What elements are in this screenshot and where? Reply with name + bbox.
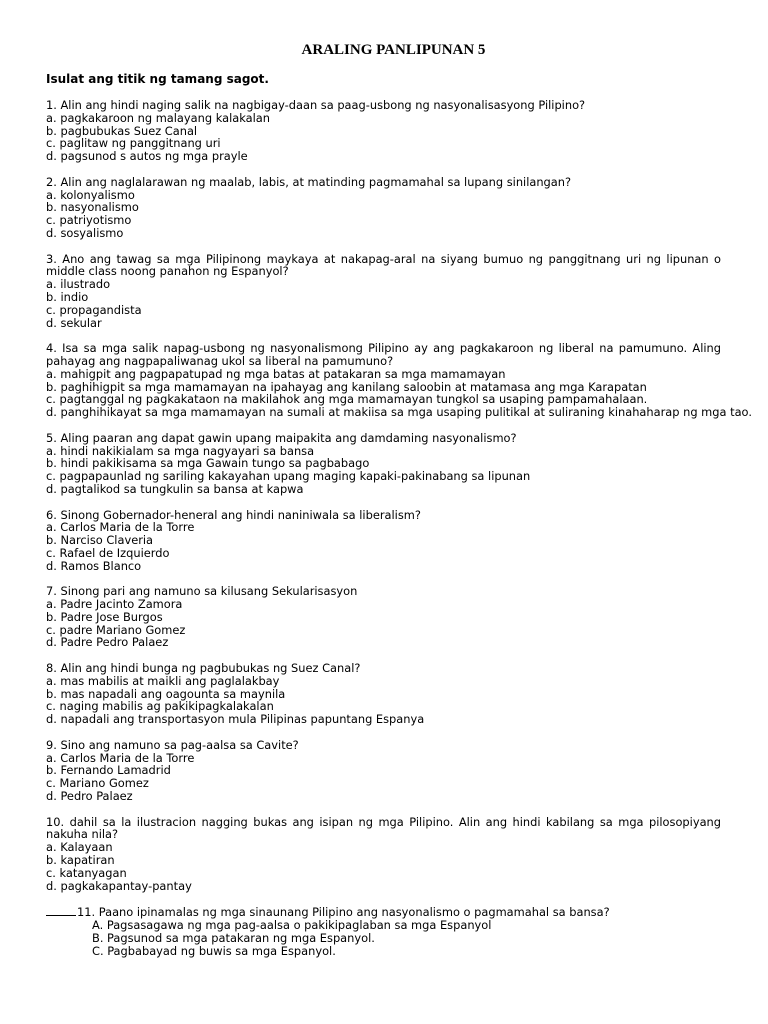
question-item	[46, 176, 721, 240]
choice: c. padre Mariano Gomez	[46, 622, 186, 637]
choice: C. Pagbabayad ng buwis sa mga Espanyol.	[92, 943, 336, 958]
question-item	[46, 99, 721, 163]
choice: B. Pagsunod sa mga patakaran ng mga Espanyol.	[92, 930, 375, 945]
question-text: 10. dahil sa la ilustracion nagging bukas ang isipan ng mga Pilipino. Alin ang hindi kabilang sa mga pilosopiyang nakuha nila?	[46, 814, 721, 842]
answer-blank[interactable]	[46, 905, 76, 916]
question-item	[46, 662, 721, 726]
choice: d. pagtalikod sa tungkulin sa bansa at kapwa	[46, 481, 304, 496]
choice: c. naging mabilis ag pakikipagkalakalan	[46, 699, 274, 714]
choice: b. nasyonalismo	[46, 200, 139, 215]
question-item-11	[46, 905, 721, 957]
choice: d. sosyalismo	[46, 225, 124, 240]
question-item	[46, 585, 721, 649]
question-list	[46, 98, 752, 893]
choice-list	[46, 521, 721, 572]
choice-list	[46, 366, 752, 420]
choice: a. kolonyalismo	[46, 187, 135, 202]
choice: a. Carlos Maria de la Torre	[46, 750, 195, 765]
choice: a. ilustrado	[46, 277, 111, 292]
choice: b. kapatiran	[46, 853, 115, 868]
choice: d. Padre Pedro Palaez	[46, 635, 169, 650]
choice: b. Padre Jose Burgos	[46, 609, 163, 624]
choice-list	[46, 752, 721, 803]
choice: a. pagkakaroon ng malayang kalakalan	[46, 110, 270, 125]
choice: d. pagkakapantay-pantay	[46, 878, 192, 893]
choice: c. Rafael de Izquierdo	[46, 545, 170, 560]
choice: c. propagandista	[46, 302, 142, 317]
choice: c. Mariano Gomez	[46, 776, 149, 791]
choice: c. pagtanggal ng pagkakataon na makilahok ang mga mamamayan tungkol sa usaping pampamahalaan.	[46, 392, 648, 407]
choice-list	[46, 445, 721, 496]
choice-list	[46, 675, 721, 726]
question-text: 3. Ano ang tawag sa mga Pilipinong maykaya at nakapag-aral na siyang bumuo ng panggitnang uri ng lipunan o middle class noong panahon ng Espanyol?	[46, 251, 721, 279]
choice-list	[46, 841, 721, 892]
choice: c. patriyotismo	[46, 213, 132, 228]
choice-list	[46, 598, 721, 649]
question-text: 1. Alin ang hindi naging salik na nagbigay-daan sa paag-usbong ng nasyonalisasyong Pilipino?	[46, 98, 586, 112]
choice-list	[46, 112, 721, 163]
question-text: 11. Paano ipinamalas ng mga sinaunang Pilipino ang nasyonalismo o pagmamahal sa bansa?	[46, 905, 721, 919]
choice: a. mas mabilis at maikli ang paglalakbay	[46, 673, 280, 688]
question-text: 9. Sino ang namuno sa pag-aalsa sa Cavite?	[46, 737, 299, 752]
choice: b. mas napadali ang oagounta sa maynila	[46, 686, 286, 701]
choice: b. Narciso Claveria	[46, 533, 154, 548]
question-text: 2. Alin ang naglalarawan ng maalab, labis, at matinding pagmamahal sa lupang sinilangan?	[46, 174, 572, 189]
choice: b. pagbubukas Suez Canal	[46, 123, 198, 138]
choice: d. Ramos Blanco	[46, 558, 142, 573]
question-item	[46, 341, 752, 420]
choice: b. Fernando Lamadrid	[46, 763, 171, 778]
choice: a. mahigpit ang pagpapatupad ng mga batas at patakaran sa mga mamamayan	[46, 366, 506, 381]
choice: A. Pagsasagawa ng mga pag-aalsa o pakikipaglaban sa mga Espanyol	[92, 918, 492, 932]
choice-list	[46, 278, 721, 329]
choice-list	[46, 189, 721, 240]
question-item	[46, 253, 721, 330]
question-item	[46, 739, 721, 803]
choice: a. Padre Jacinto Zamora	[46, 597, 183, 612]
choice: c. katanyagan	[46, 865, 127, 880]
question-item	[46, 816, 721, 893]
question-item	[46, 509, 721, 573]
choice: a. Carlos Maria de la Torre	[46, 520, 195, 535]
choice: a. hindi nakikialam sa mga nagyayari sa bansa	[46, 443, 315, 458]
question-text: 7. Sinong pari ang namuno sa kilusang Sekularisasyon	[46, 584, 358, 599]
choice: d. panghihikayat sa mga mamamayan na sumali at makiisa sa mga usaping pulitikal at suliraning kinahaharap ng mga tao.	[46, 405, 752, 420]
choice: d. napadali ang transportasyon mula Pilipinas papuntang Espanya	[46, 712, 425, 727]
choice: c. pagpapaunlad ng sariling kakayahan upang maging kapaki-pakinabang sa lipunan	[46, 469, 531, 484]
question-text: 4. Isa sa mga salik napag-usbong ng nasyonalismong Pilipino ay ang pagkakaroon ng liberal na pamumuno. Aling pahayag ang nagpapaliwanag ukol sa liberal na pamumuno?	[46, 341, 721, 368]
choice: b. indio	[46, 289, 89, 304]
choice: d. pagsunod s autos ng mga prayle	[46, 149, 248, 164]
choice: c. paglitaw ng panggitnang uri	[46, 136, 221, 151]
choice: b. hindi pakikisama sa mga Gawain tungo sa pagbabago	[46, 456, 370, 471]
choice: d. sekular	[46, 315, 102, 330]
question-text: 5. Aling paaran ang dapat gawin upang maipakita ang damdaming nasyonalismo?	[46, 430, 517, 445]
question-text: 6. Sinong Gobernador-heneral ang hindi naniniwala sa liberalism?	[46, 507, 421, 522]
page-title: ARALING PANLIPUNAN 5	[301, 42, 486, 58]
choice: b. paghihigpit sa mga mamamayan na ipahayag ang kanilang saloobin at matamasa ang mga Karapatan	[46, 379, 647, 394]
instruction: Isulat ang titik ng tamang sagot.	[46, 72, 269, 86]
question-text: 8. Alin ang hindi bunga ng pagbubukas ng Suez Canal?	[46, 661, 361, 676]
question-item	[46, 432, 721, 496]
choice: d. Pedro Palaez	[46, 789, 133, 804]
choice: a. Kalayaan	[46, 840, 113, 855]
